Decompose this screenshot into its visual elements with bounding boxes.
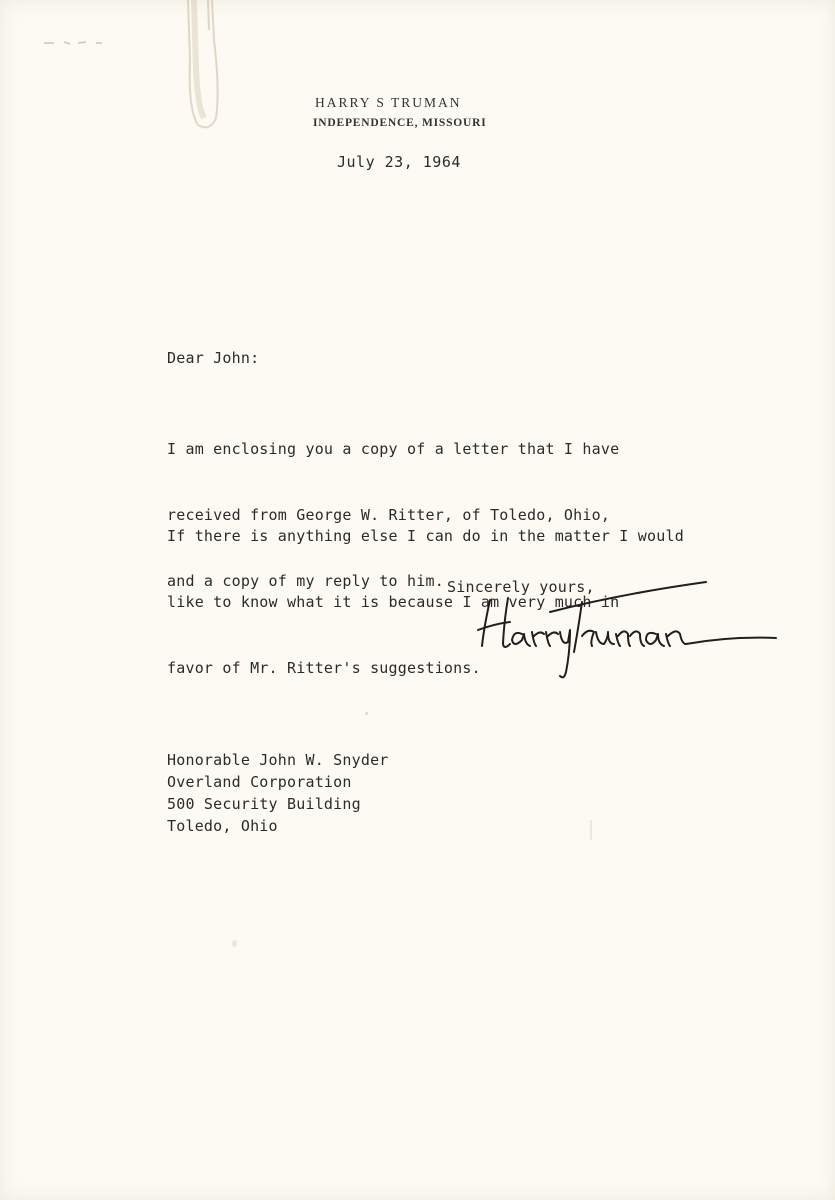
body-line: received from George W. Ritter, of Toledo, Ohio, [167,506,611,524]
paper-stain [168,0,238,135]
letterhead-name: HARRY S TRUMAN [315,95,462,110]
address-line: Toledo, Ohio [167,817,278,835]
closing: Sincerely yours, [447,578,595,596]
faint-pencil-marks [42,38,112,48]
handwritten-signature [470,572,790,687]
body-line: like to know what it is because I am very much in [167,593,620,611]
body-line: and a copy of my reply to him. [167,572,444,590]
address-line: 500 Security Building [167,795,361,813]
salutation: Dear John: [167,349,260,367]
recipient-address [167,749,389,837]
letterhead-place: INDEPENDENCE, MISSOURI [313,117,487,129]
paper-speck [590,820,592,840]
paper-speck [365,712,368,715]
address-line: Overland Corporation [167,773,352,791]
body-line: I am enclosing you a copy of a letter that I have [167,440,620,458]
address-line: Honorable John W. Snyder [167,751,389,769]
body-line: favor of Mr. Ritter's suggestions. [167,659,481,677]
letter-date: July 23, 1964 [337,153,461,171]
letterhead [300,94,540,134]
paper-speck [232,940,237,947]
body-line: If there is anything else I can do in the matter I would [167,527,684,545]
